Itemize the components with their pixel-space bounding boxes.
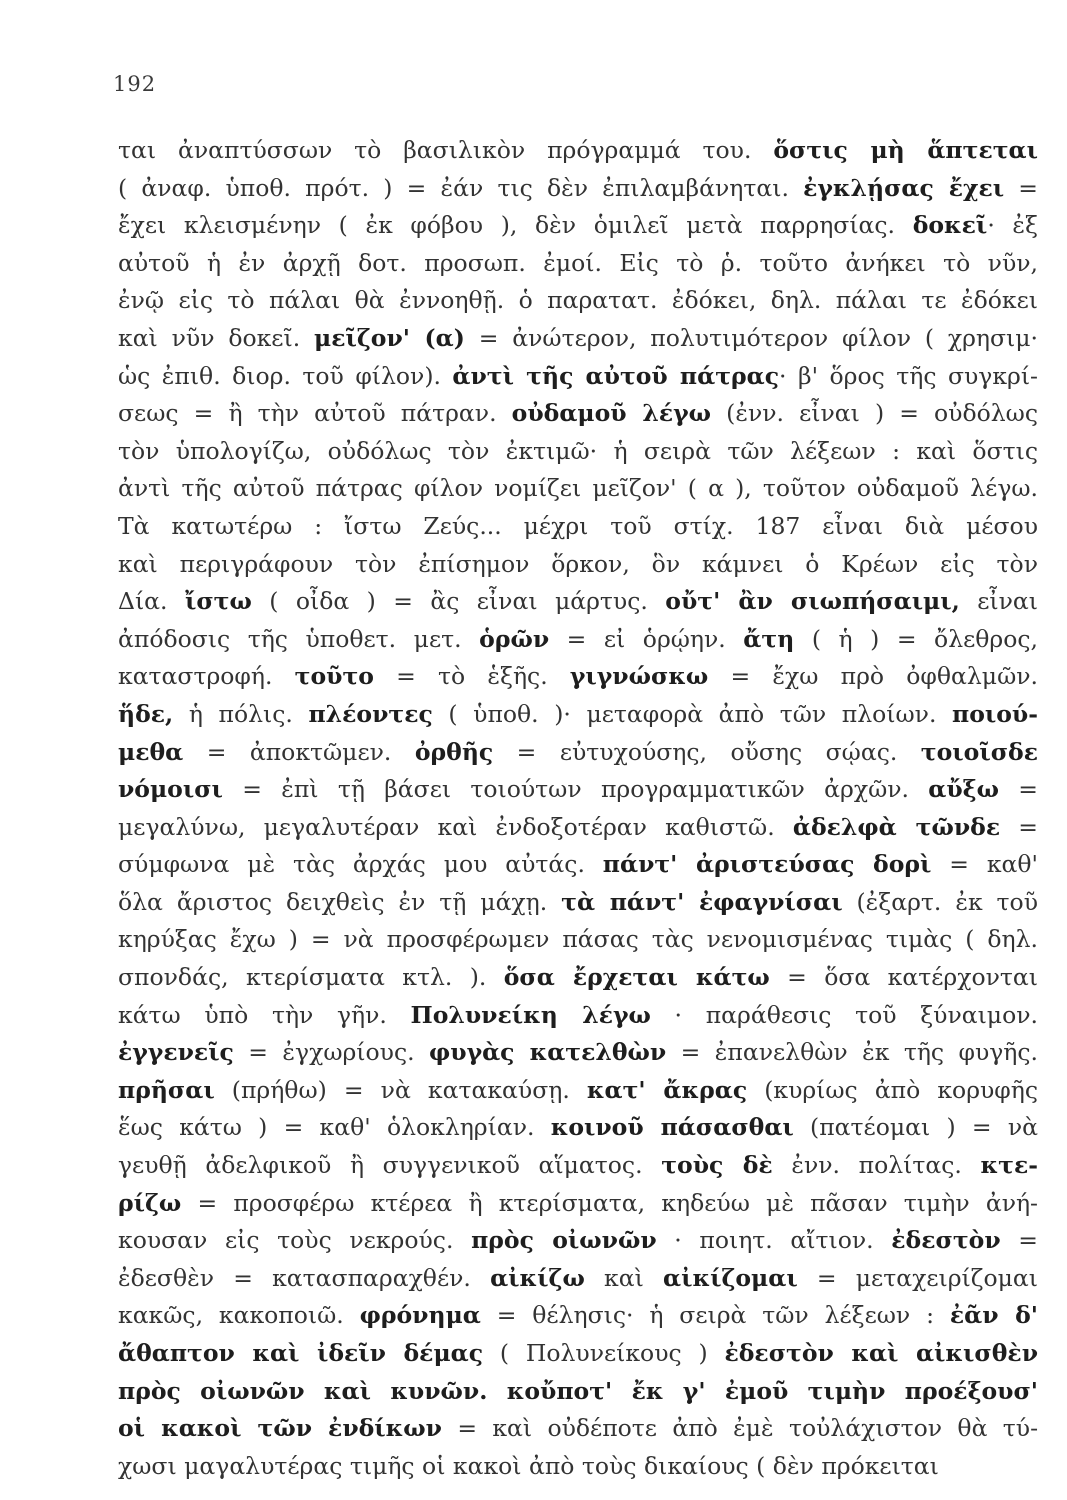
text-line: [118, 1185, 1038, 1223]
lemma-term: ἄθαπτον καὶ ἰδεῖν δέμας: [118, 1339, 484, 1367]
text-line: [118, 170, 1038, 208]
lemma-term: ἀδελφὰ τῶνδε: [792, 812, 1001, 841]
lemma-term: ἐᾶν δ': [949, 1301, 1038, 1330]
text-line: [118, 696, 1038, 734]
text-line: [118, 771, 1038, 809]
lemma-term: αὔξω: [928, 775, 999, 804]
commentary-text: = θέλησις· ἡ σειρὰ τῶν λέξεων :: [480, 1301, 950, 1330]
text-line: [118, 395, 1038, 433]
commentary-text: σπονδάς, κτερίσματα κτλ. ).: [118, 963, 504, 992]
text-line: [118, 1373, 1038, 1411]
text-line: [118, 1260, 1038, 1298]
lemma-term: ὅστις μὴ ἅπτεται: [773, 136, 1038, 164]
commentary-text: ( Πολυνείκους ): [483, 1339, 725, 1367]
commentary-text: Τὰ κατωτέρω : ἴστω Ζεύς... μέχρι τοῦ στίχ. 187 εἶναι διὰ μέσου: [118, 511, 1038, 540]
commentary-text: αὐτοῦ ἡ ἐν ἀρχῇ δοτ. προσωπ. ἐμοί. Εἰς τὸ ῥ. τοῦτο ἀνήκει τὸ νῦν,: [118, 248, 1038, 277]
text-line: [118, 320, 1038, 358]
text-line: [118, 207, 1038, 245]
commentary-text: εἶναι: [959, 587, 1039, 616]
lemma-term: κοινοῦ πάσασθαι: [550, 1113, 794, 1142]
text-line: [118, 921, 1038, 959]
commentary-text: ἐνν. πολίτας.: [772, 1151, 981, 1180]
lemma-term: ὀρθῆς: [414, 737, 494, 766]
commentary-text: ( ἡ ) = ὄλεθρος,: [794, 624, 1039, 653]
text-line: [118, 1109, 1038, 1147]
lemma-term: οὔτ' ἂν σιωπήσαιμι,: [665, 587, 960, 616]
commentary-text: καὶ περιγράφουν τὸν ἐπίσημον ὅρκον, ὃν κάμνει ὁ Κρέων εἰς τὸν: [118, 549, 1038, 578]
text-line: [118, 282, 1038, 320]
commentary-text: κακῶς, κακοποιῶ.: [118, 1301, 360, 1330]
lemma-term: ἥδε,: [118, 699, 174, 728]
lemma-term: κτε-: [980, 1151, 1038, 1180]
lemma-term: μεθα: [118, 737, 184, 766]
text-line: [118, 884, 1038, 922]
commentary-text: σεως = ἢ τὴν αὐτοῦ πάτραν.: [118, 399, 512, 428]
commentary-text: ὅλα ἄριστος δειχθεὶς ἐν τῇ μάχῃ.: [118, 887, 562, 916]
lemma-term: τὰ πάντ' ἐφαγνίσαι: [561, 887, 843, 916]
lemma-term: ἐγγενεῖς: [118, 1038, 234, 1067]
commentary-text: χωσι μαγαλυτέρας τιμῆς οἱ κακοὶ ἀπὸ τοὺς δικαίους ( δὲν πρόκειται: [118, 1451, 939, 1480]
text-line: [118, 1448, 1038, 1486]
commentary-text: · β' ὅρος τῆς συγκρί-: [779, 361, 1038, 390]
commentary-text: ὡς ἐπιθ. διορ. τοῦ φίλον).: [118, 361, 453, 390]
commentary-text: · παράθεσις τοῦ ξύναιμον.: [650, 1000, 1038, 1029]
commentary-text: ἔχει κλεισμένην ( ἐκ φόβου ), δὲν ὁμιλεῖ μετὰ παρρησίας.: [118, 211, 913, 240]
commentary-text: = ἐγχωρίους.: [233, 1038, 429, 1067]
lemma-term: τοῦτο: [294, 662, 374, 691]
commentary-text: (ἐνν. εἶναι ) = οὐδόλως: [711, 399, 1038, 428]
lemma-term: ἀντὶ τῆς αὐτοῦ πάτρας: [452, 361, 780, 390]
commentary-text: ἀντὶ τῆς αὐτοῦ πάτρας φίλον νομίζει μεῖζον' ( α ), τοῦτον οὐδαμοῦ λέγω.: [118, 474, 1038, 503]
text-line: [118, 621, 1038, 659]
commentary-text: = ἔχω πρὸ ὀφθαλμῶν.: [708, 662, 1038, 691]
lemma-term: πρὸς οἰωνῶν καὶ κυνῶν. κοὔποτ' ἔκ γ' ἐμοῦ τιμὴν προέξουσ': [118, 1376, 1038, 1405]
commentary-text: =: [1004, 173, 1038, 202]
commentary-text: · ποιητ. αἴτιον.: [656, 1226, 892, 1255]
commentary-text: ( ὑποθ. )· μεταφορὰ ἀπὸ τῶν πλοίων.: [432, 699, 953, 728]
commentary-text: (ἐξαρτ. ἐκ τοῦ: [842, 887, 1038, 916]
lemma-term: ἐδεστὸν: [891, 1226, 1001, 1255]
page-number: 192: [113, 72, 157, 96]
commentary-text: ἕως κάτω ) = καθ' ὁλοκληρίαν.: [118, 1113, 551, 1142]
text-line: [118, 809, 1038, 847]
commentary-text: ἀπόδοσις τῆς ὑποθετ. μετ.: [118, 624, 480, 653]
commentary-text: ται ἀναπτύσσων τὸ βασιλικὸν πρόγραμμά του.: [118, 136, 774, 164]
text-line: [118, 546, 1038, 584]
text-line: [118, 245, 1038, 283]
commentary-text: κάτω ὑπὸ τὴν γῆν.: [118, 1000, 411, 1029]
text-line: [118, 1072, 1038, 1110]
commentary-text: = ἐπανελθὼν ἐκ τῆς φυγῆς.: [666, 1038, 1038, 1067]
lemma-term: πάντ' ἀριστεύσας δορὶ: [602, 850, 932, 879]
lemma-term: ἴστω: [184, 587, 252, 616]
text-line: [118, 358, 1038, 396]
commentary-text: · ἐξ: [987, 211, 1038, 240]
commentary-text: τὸν ὑπολογίζω, οὐδόλως τὸν ἐκτιμῶ· ἡ σειρὰ τῶν λέξεων : καὶ ὅστις: [118, 436, 1038, 465]
lemma-term: ἐγκλῄσας ἔχει: [803, 173, 1005, 202]
lemma-term: γιγνώσκω: [569, 662, 709, 691]
text-line: [118, 846, 1038, 884]
commentary-text: = καθ': [931, 850, 1039, 879]
lemma-term: οἱ κακοὶ τῶν ἐνδίκων: [118, 1414, 442, 1443]
commentary-text: = καὶ οὐδέποτε ἀπὸ ἐμὲ τοὐλάχιστον θὰ τύ-: [441, 1414, 1039, 1443]
lemma-term: ὅσα ἔρχεται κάτω: [503, 963, 770, 992]
commentary-text: καταστροφή.: [118, 662, 295, 691]
text-line: [118, 1335, 1038, 1373]
commentary-text: κουσαν εἰς τοὺς νεκρούς.: [118, 1226, 472, 1255]
lemma-term: αἰκίζω: [490, 1263, 585, 1292]
text-line: [118, 1222, 1038, 1260]
lemma-term: κατ' ἄκρας: [586, 1075, 748, 1104]
lemma-term: Πολυνείκη λέγω: [410, 1000, 651, 1029]
commentary-text: καὶ νῦν δοκεῖ.: [118, 323, 315, 352]
commentary-text: = εὐτυχούσης, οὔσης σῴας.: [493, 737, 921, 766]
commentary-text: γευθῇ ἀδελφικοῦ ἢ συγγενικοῦ αἵματος.: [118, 1151, 662, 1180]
text-line: [118, 1147, 1038, 1185]
commentary-text: ἐνῷ εἰς τὸ πάλαι θὰ ἐννοηθῇ. ὁ παρατατ. ἐδόκει, δηλ. πάλαι τε ἐδόκει: [118, 286, 1038, 315]
lemma-term: ρίζω: [118, 1188, 182, 1217]
commentary-text: ἡ πόλις.: [173, 699, 309, 728]
text-line: [118, 132, 1038, 170]
commentary-text: = προσφέρω κτέρεα ἢ κτερίσματα, κηδεύω μὲ πᾶσαν τιμὴν ἀνή-: [181, 1188, 1038, 1217]
commentary-text: = μεταχειρίζομαι: [797, 1263, 1039, 1292]
lemma-term: μεῖζον' (α): [314, 323, 465, 352]
commentary-text: =: [1000, 812, 1039, 841]
text-line: [118, 470, 1038, 508]
lemma-term: νόμοισι: [118, 775, 223, 804]
commentary-text: σύμφωνα μὲ τὰς ἀρχάς μου αὐτάς.: [118, 850, 603, 879]
commentary-text: =: [998, 775, 1038, 804]
commentary-text: = ἀνώτερον, πολυτιμότερον φίλον ( χρησιμ·: [464, 323, 1038, 352]
lemma-term: δοκεῖ: [912, 211, 988, 240]
lemma-term: τοιοῖσδε: [920, 737, 1038, 766]
text-line: [118, 508, 1038, 546]
commentary-text: μεγαλύνω, μεγαλυτέραν καὶ ἐνδοξοτέραν καθιστῶ.: [118, 812, 793, 841]
text-line: [118, 1034, 1038, 1072]
commentary-text: = εἰ ὁρῴην.: [549, 624, 744, 653]
commentary-text: Δία.: [118, 587, 185, 616]
text-line: [118, 1297, 1038, 1335]
text-line: [118, 1410, 1038, 1448]
text-line: [118, 959, 1038, 997]
commentary-text: (κυρίως ἀπὸ κορυφῆς: [747, 1075, 1039, 1104]
commentary-text: (πρήθω) = νὰ κατακαύσῃ.: [214, 1075, 587, 1104]
text-line: [118, 997, 1038, 1035]
commentary-text: (πατέομαι ) = νὰ: [793, 1113, 1038, 1142]
commentary-text: =: [1000, 1226, 1038, 1255]
commentary-text: ( οἶδα ) = ἂς εἶναι μάρτυς.: [251, 587, 666, 616]
lemma-term: φρόνημα: [359, 1301, 481, 1330]
commentary-text: = ἀποκτῶμεν.: [183, 737, 415, 766]
lemma-term: πρῆσαι: [118, 1075, 215, 1104]
commentary-text: ( ἀναφ. ὑποθ. πρότ. ) = ἐάν τις δὲν ἐπιλαμβάνηται.: [118, 173, 804, 202]
text-line: [118, 433, 1038, 471]
commentary-text: κηρύξας ἔχω ) = νὰ προσφέρωμεν πάσας τὰς νενομισμένας τιμὰς ( δηλ.: [118, 925, 1038, 954]
lemma-term: φυγὰς κατελθὼν: [429, 1038, 667, 1067]
text-line: [118, 658, 1038, 696]
lemma-term: ποιού-: [952, 699, 1038, 728]
commentary-text: καὶ: [584, 1263, 663, 1292]
lemma-term: ὁρῶν: [479, 624, 550, 653]
lemma-term: πρὸς οἰωνῶν: [471, 1226, 657, 1255]
commentary-text: = ὅσα κατέρχονται: [769, 963, 1038, 992]
lemma-term: ἄτη: [743, 624, 795, 653]
commentary-text: = τὸ ἑξῆς.: [373, 662, 570, 691]
lemma-term: τοὺς δὲ: [661, 1151, 773, 1180]
lemma-term: αἰκίζομαι: [663, 1263, 798, 1292]
text-body: [118, 132, 1038, 1485]
commentary-text: = ἐπὶ τῇ βάσει τοιούτων προγραμματικῶν ἀρχῶν.: [222, 775, 929, 804]
lemma-term: ἐδεστὸν καὶ αἰκισθὲν: [724, 1339, 1038, 1367]
text-line: [118, 734, 1038, 772]
text-line: [118, 583, 1038, 621]
commentary-text: ἐδεσθὲν = κατασπαραχθέν.: [118, 1263, 491, 1292]
lemma-term: πλέοντες: [308, 699, 433, 728]
lemma-term: οὐδαμοῦ λέγω: [511, 399, 712, 428]
